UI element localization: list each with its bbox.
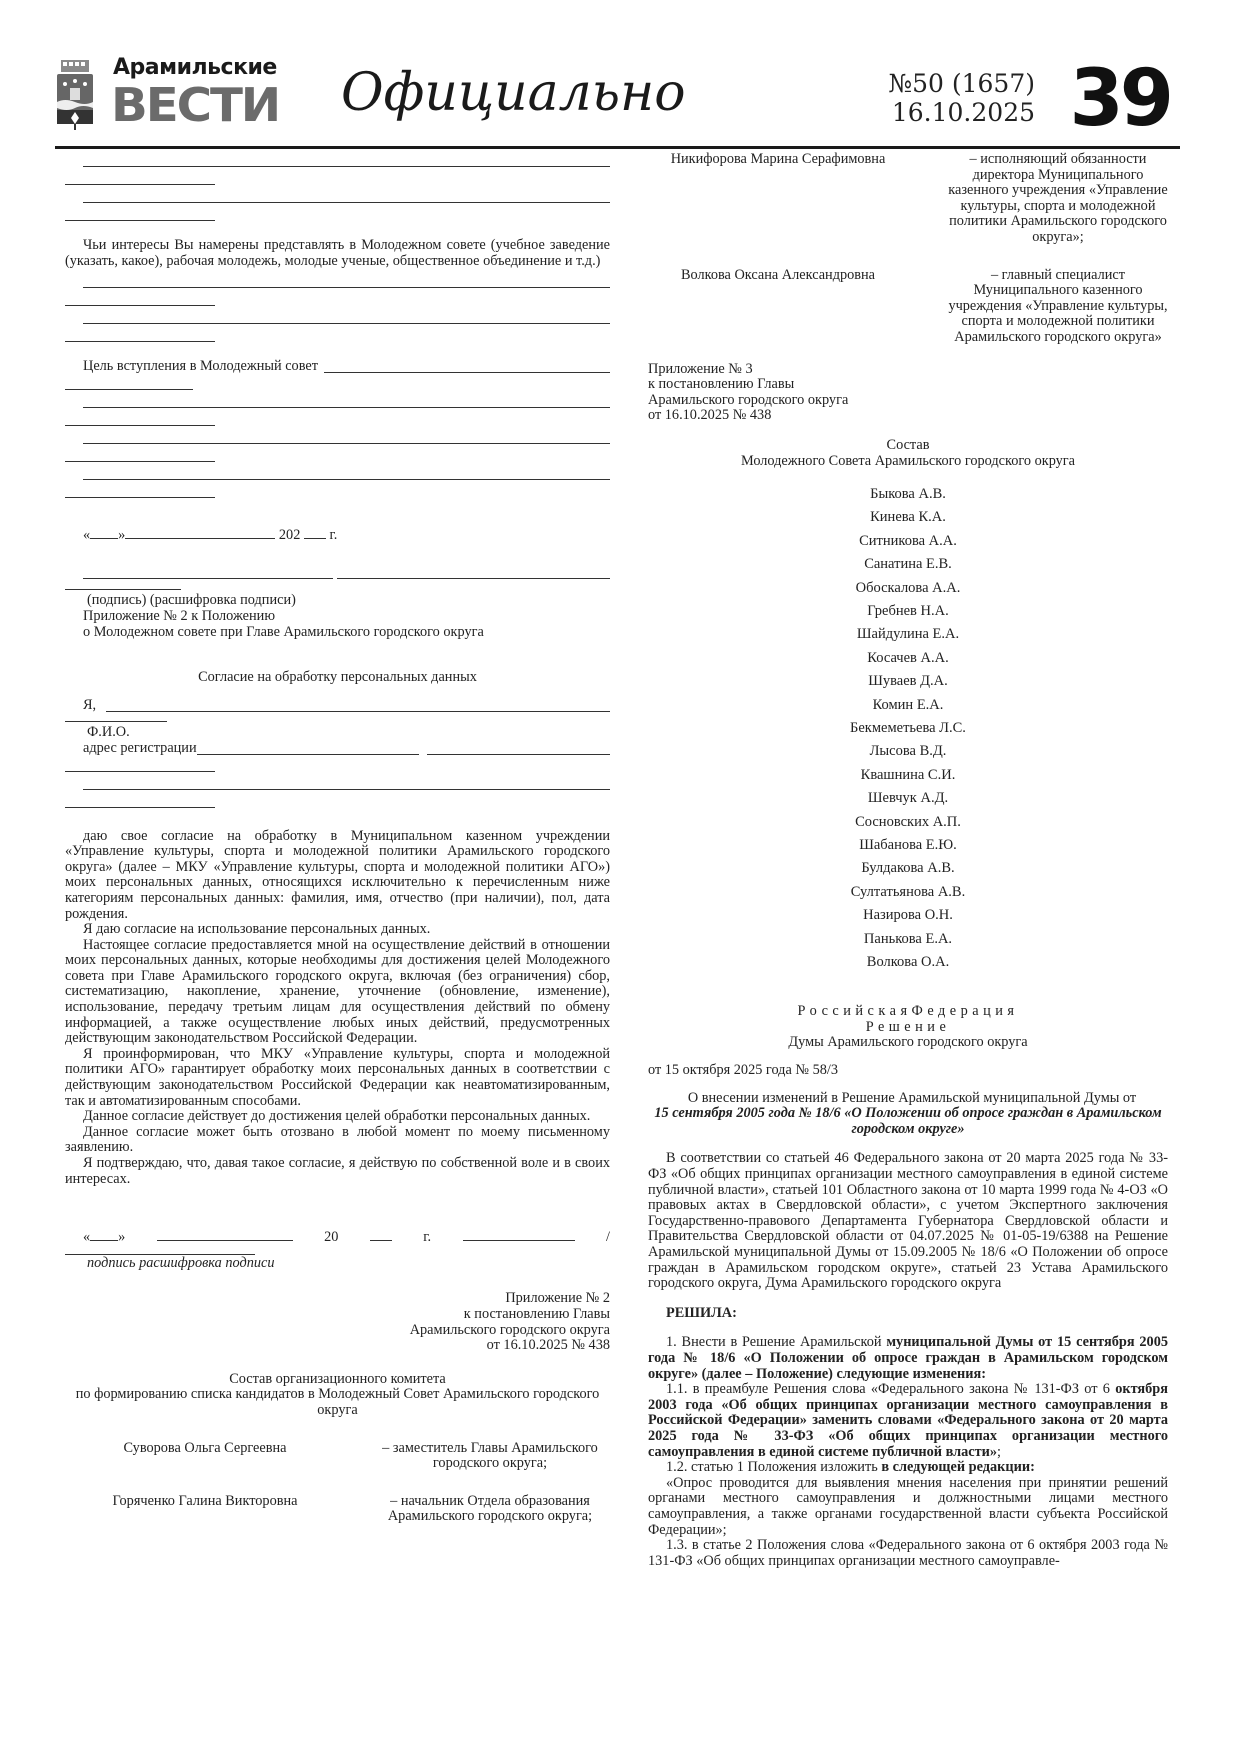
council-member: Лысова В.Д.: [869, 743, 947, 760]
member-name: Никифорова Марина Серафимовна: [670, 151, 886, 167]
council-member: Назирова О.Н.: [863, 907, 953, 924]
fio-caption: Ф.И.О.: [87, 724, 130, 741]
left-column: [65, 152, 610, 1525]
decision-item-1-3: 1.3. в статье 2 Положения слова «Федерального закона от 6 октября 2003 года № 131-ФЗ «Об общих принципах организации местного самоуправле-: [648, 1537, 1168, 1569]
committee-member: [65, 1441, 610, 1472]
council-member: Санатина Е.В.: [864, 556, 952, 573]
consent-paragraph: Данное согласие может быть отозвано в любой момент по моему письменному заявлению.: [65, 1123, 610, 1156]
council-member: Бекмеметьева Л.С.: [850, 720, 966, 736]
city-coat-of-arms-icon: [55, 60, 95, 132]
committee-member: [648, 268, 1168, 346]
consent-month-field[interactable]: [157, 1227, 293, 1241]
council-member: Обоскалова А.А.: [855, 579, 961, 596]
masthead: [55, 55, 1180, 147]
consent-signature-caption: подпись расшифровка подписи: [87, 1254, 275, 1271]
decision-item-1: 1. Внести в Решение Арамильской муниципальной Думы от 15 сентября 2005 года № 18/6 «О Положении об опросе граждан в Арамильском городском округе» (далее – Положение) следующие изменения:: [648, 1334, 1168, 1382]
issue-info: [888, 69, 1035, 127]
fio-field[interactable]: [106, 698, 610, 712]
page-number: 39: [1069, 54, 1170, 144]
council-member: Косачев А.А.: [867, 649, 949, 666]
decision-item-1-2: 1.2. статью 1 Положения изложить в следующей редакции:: [666, 1459, 1035, 1476]
member-role: – начальник Отдела образования Арамильского городского округа;: [387, 1492, 593, 1525]
issue-number: №50 (1657): [888, 69, 1035, 98]
blank-line: [65, 411, 610, 429]
blank-line: [65, 465, 610, 483]
decision-preamble: В соответствии со статьей 46 Федерального закона от 20 марта 2025 года № 33-ФЗ «Об общих принципах организации местного самоуправления в единой системе публичной власти», статьей 101 Областного закона от 10 марта 1999 года № 4-ОЗ «О правовых актах в Свердловской области», с учетом Экспертного заключения Государственно-правового Департамента Губернатора Свердловской области и Правительства Свердловской области от 04.07.2025 № 01-05-19/6388 на Решение Арамильской муниципальной Думы от 15.09.2005 № 18/6 «О Положении об опросе граждан в Арамильском городском округе», статьей 23 Устава Арамильского городского округа, Дума Арамильского городского округа: [648, 1150, 1168, 1292]
council-member: Комин Е.А.: [872, 696, 944, 713]
consent-year-field[interactable]: [370, 1227, 392, 1241]
council-member: Шайдулина Е.А.: [856, 626, 960, 643]
council-member: Булдакова А.В.: [861, 860, 955, 877]
blank-line: [65, 170, 610, 188]
blank-line: [65, 713, 610, 725]
signature-field[interactable]: [83, 565, 333, 579]
month-field[interactable]: [125, 525, 275, 539]
application-date-line: « » 202 г.: [83, 526, 338, 543]
council-member: Квашнина С.И.: [860, 766, 956, 783]
member-role: – главный специалист Муниципального казенного учреждения «Управление культуры, спорта и молодежной политики Арамильского городского округа»: [948, 266, 1168, 345]
consent-paragraph: Я подтверждаю, что, давая такое согласие, я действую по собственной воле и в своих интересах.: [65, 1155, 610, 1187]
blank-line: [65, 775, 610, 793]
address-row: [65, 741, 610, 757]
fio-row: [65, 698, 610, 714]
council-member: Шабанова Е.Ю.: [859, 836, 957, 853]
committee-title: Состав организационного комитета по формированию списка кандидатов в Молодежный Совет Арамильского городского округа: [75, 1370, 600, 1418]
council-member: Ситникова А.А.: [859, 532, 957, 549]
day-field[interactable]: [90, 525, 118, 539]
blank-line: [65, 291, 610, 309]
council-member: Шевчук А.Д.: [867, 790, 949, 807]
blank-line: [65, 579, 610, 593]
council-member: Сосновских А.П.: [855, 813, 961, 830]
address-field[interactable]: [197, 741, 419, 755]
blank-line: [65, 273, 610, 291]
right-column: [648, 152, 1168, 1569]
brand-name-top: Арамильские: [113, 55, 277, 80]
consent-paragraph: Я даю согласие на использование персональных данных.: [83, 921, 431, 938]
council-member: Панькова Е.А.: [863, 930, 953, 947]
blank-line: [65, 793, 610, 811]
member-name: Горяченко Галина Викторовна: [112, 1492, 298, 1509]
decision-subject: О внесении изменений в Решение Арамильской муниципальной Думы от 15 сентября 2005 года № 18/6 «О Положении об опросе граждан в Арамильском городском округе»: [654, 1089, 1162, 1137]
committee-member: [65, 1494, 610, 1525]
decision-item-1-1: 1.1. в преамбуле Решения слова «Федерального закона № 131-ФЗ от 6 октября 2003 года «Об общих принципах организации местного самоуправления в Российской Федерации» заменить словами «Федерального закона от 20 марта 2025 года № 33-ФЗ «Об общих принципах организации местного самоуправления в единой системе публичной власти»;: [648, 1381, 1168, 1460]
blank-line: [65, 429, 610, 447]
council-roster: [648, 483, 1168, 974]
decision-date: от 15 октября 2025 года № 58/3: [648, 1062, 839, 1079]
appendix2-ref-line2: о Молодежном совете при Главе Арамильского городского округа: [83, 623, 484, 640]
member-name: Суворова Ольга Сергеевна: [123, 1439, 287, 1456]
council-title: Состав Молодежного Совета Арамильского городского округа: [740, 436, 1076, 469]
appendix3-header: Приложение № 3 к постановлению Главы Арамильского городского округа от 16.10.2025 № 438: [648, 360, 849, 424]
blank-line: [65, 309, 610, 327]
goal-label: Цель вступления в Молодежный совет: [83, 358, 318, 375]
blank-line: [65, 1246, 610, 1256]
blank-line: [65, 327, 610, 345]
decision-item-1-2-quote: «Опрос проводится для выявления мнения населения при принятии решений органами местного самоуправления и должностными лицами местного самоуправления, а также органами государственной власти субъекта Российской Федерации»;: [648, 1474, 1168, 1538]
consent-signature-field[interactable]: [463, 1227, 575, 1241]
appendix2-ref-line1: Приложение № 2 к Положению: [83, 607, 275, 624]
decision-header: РоссийскаяФедерация Решение Думы Арамильского городского округа: [788, 1003, 1028, 1051]
blank-line: [65, 757, 610, 775]
consent-paragraph: Данное согласие действует до достижения целей обработки персональных данных.: [83, 1108, 591, 1125]
member-role: – исполняющий обязанности директора Муниципального казенного учреждения «Управление культуры, спорта и молодежной политики Арамильского городского округа»;: [948, 151, 1168, 245]
blank-line: [65, 375, 610, 393]
council-member: Волкова О.А.: [866, 953, 950, 970]
consent-date-line: « » 20 г. /: [83, 1229, 610, 1246]
member-name: Волкова Оксана Александровна: [680, 266, 876, 283]
masthead-divider: [55, 146, 1180, 149]
blank-line: [65, 447, 610, 465]
brand-name-bottom: ВЕСТИ: [111, 78, 280, 132]
appendix2-header: Приложение № 2 к постановлению Главы Арамильского городского округа от 16.10.2025 № 438: [409, 1290, 610, 1354]
resolved-label: РЕШИЛА:: [666, 1304, 737, 1321]
council-member: Кинева К.А.: [870, 509, 946, 526]
goal-field[interactable]: [324, 359, 610, 373]
member-role: – заместитель Главы Арамильского городского округа;: [382, 1439, 598, 1472]
council-member: Шуваев Д.А.: [868, 673, 948, 690]
i-label: Я,: [83, 696, 97, 713]
blank-line: [65, 188, 610, 206]
address-field-2[interactable]: [427, 741, 610, 755]
committee-member: [648, 152, 1168, 246]
interests-question: Чьи интересы Вы намерены представлять в Молодежном совете (учебное заведение (указать, какое), рабочая молодежь, молодые ученые, общественное объединение и т.д.): [65, 237, 610, 269]
year-field[interactable]: [304, 525, 326, 539]
address-label: адрес регистрации: [83, 739, 197, 756]
council-member: Быкова А.В.: [870, 486, 946, 503]
section-title: Официально: [341, 63, 686, 123]
blank-line: [65, 393, 610, 411]
consent-day-field[interactable]: [90, 1227, 118, 1241]
signature-decode-field[interactable]: [337, 565, 610, 579]
signature-caption: (подпись) (расшифровка подписи): [87, 592, 296, 609]
consent-paragraph: даю свое согласие на обработку в Муниципальном казенном учреждении «Управление культуры, спорта и молодежной политики Арамильского городского округа» (далее – МКУ «Управление культуры, спорта и молодежной политики АГО») моих персональных данных, относящихся исключительно к перечисленным ниже категориям персональных данных: фамилия, имя, отчество (при наличии), пол, дата рождения.: [65, 827, 610, 922]
goal-row: [65, 359, 610, 375]
council-member: Султатьянова А.В.: [850, 883, 966, 900]
blank-line: [65, 483, 610, 501]
blank-line: [65, 152, 610, 170]
consent-paragraph: Настоящее согласие предоставляется мной на осуществление действий в отношении моих персональных данных, которые необходимы для достижения целей Молодежного совета при Главе Арамильского городского округа, включая (без ограничения) сбор, систематизацию, накопление, хранение, уточнение (обновление, изменение), использование, передачу третьим лицам для осуществления действий по обмену информацией, а также осуществление любых иных действий, предусмотренных действующим законодательством Российской Федерации.: [65, 936, 610, 1047]
council-member: Гребнев Н.А.: [867, 603, 949, 620]
blank-line: [65, 206, 610, 224]
signature-line: [65, 565, 610, 579]
consent-title: Согласие на обработку персональных данных: [198, 669, 477, 686]
consent-paragraph: Я проинформирован, что МКУ «Управление культуры, спорта и молодежной политики АГО» гарантирует обработку моих персональных данных в соответствии с действующим законодательством Российской Федерации как неавтоматизированным, так и автоматизированным способами.: [65, 1045, 610, 1109]
issue-date: 16.10.2025: [891, 98, 1035, 127]
